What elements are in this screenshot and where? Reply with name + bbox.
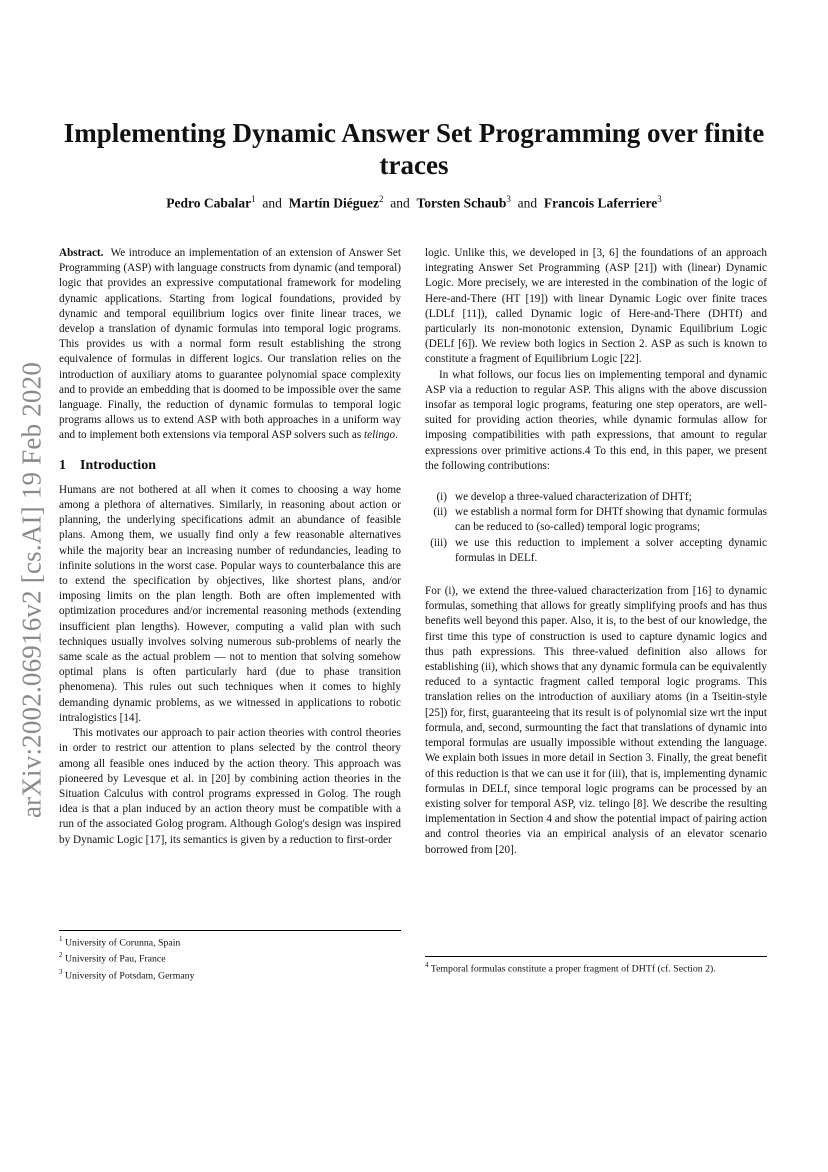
author-separator: and <box>390 195 410 211</box>
footnote-text: Temporal formulas constitute a proper fragment of DHTf (cf. Section 2). <box>430 963 716 975</box>
contribution-text: we use this reduction to implement a solver accepting dynamic formulas in DELf. <box>455 536 767 564</box>
paper-title: Implementing Dynamic Answer Set Programming over finite traces <box>63 118 765 180</box>
abstract <box>59 246 401 444</box>
author-separator: and <box>262 195 282 211</box>
footnote-1 <box>59 933 401 949</box>
footnote-mark: 2 <box>59 951 63 960</box>
footnote-3 <box>59 966 401 982</box>
footnote-2 <box>59 949 401 965</box>
contribution-item <box>425 536 767 566</box>
author-affiliation-mark: 3 <box>506 194 511 204</box>
contribution-item <box>425 505 767 535</box>
contribution-label: (ii) <box>433 506 447 519</box>
contribution-list <box>425 490 767 566</box>
footnote-mark: 1 <box>59 935 63 943</box>
right-column <box>425 246 767 858</box>
intro-paragraph-2: This motivates our approach to pair action theories with control theories in order to restrict our attention to plans selected by the control theory among all feasible ones induced by the action theory. This approach was pioneered by Levesque et al. in [20] by combining action theories in the Situation Calculus with control programs expressed in Golog. The rough idea is that a plan induced by an action theory must be compatible with a run of the associated Golog program. Although Golog's design was inspired by Dynamic Logic [17], its semantics is given by a reduction to first-order <box>59 727 401 846</box>
author-name: Torsten Schaub <box>416 195 507 211</box>
abstract-label: Abstract. <box>59 247 104 259</box>
abstract-telingo: telingo <box>364 429 396 442</box>
author-list <box>60 194 768 212</box>
footnote-rule-left <box>59 930 401 931</box>
right-paragraph-1: logic. Unlike this, we developed in [3, 6] the foundations of an approach integrating Answer Set Programming (ASP [21]) with (linear) Dynamic Logic. More precisely, we are interested in the combination of the logic of Here-and-There (HT [19]) with linear Dynamic Logic over finite traces (LDLf [11]), called Dynamic logic of Here-and-There (DHTf) and particularly its non-monotonic extension, Dynamic Equilibrium Logic (DELf [6]). We review both logics in Section 2. ASP as such is known to constitute a fragment of Equilibrium Logic [22]. <box>425 247 767 366</box>
footnote-mark: 3 <box>59 967 63 976</box>
intro-paragraph-1: Humans are not bothered at all when it comes to choosing a way home among a plethora of alternatives. Similarly, in reasoning about action or planning, the underlying specifications admit an abundance of feasible plans. Among them, we usually find only a few reasonable alternatives while the majority bear an increasing number of redundancies, leading to infinite solutions in the worst case. Popular ways to counterbalance this are to extend the specification by objectives, like shortest plans, and/or imposing limits on the plan length. Both are often implemented with optimization procedures and/or incremental reasoning methods (extending insufficient plan lengths). However, computing a valid plan with such techniques usually involves solving numerous sub-problems of nearly the same scale as the actual problem — not to mention that solving somehow optimal plans is often particularly hard (due to phase transition phenomena). This rules out such techniques when it comes to highly demanding dynamic problems, as we witnessed in applications to robotic intralogistics [14]. <box>59 483 401 724</box>
author-name: Francois Laferriere <box>543 195 658 211</box>
author-affiliation-mark: 3 <box>657 194 662 204</box>
footnote-text: University of Corunna, Spain <box>64 937 181 949</box>
abstract-end: . <box>395 429 398 442</box>
author-affiliation-mark: 1 <box>251 194 256 204</box>
right-paragraph-3: For (i), we extend the three-valued characterization from [16] to dynamic formulas, something that allows for greatly simplifying proofs and has thus benefits well beyond this paper. Also, it is, to the best of our knowledge, the first time this type of construction is used to capture dynamic logics and thus path expressions. This three-valued definition also allows for establishing (ii), which shows that any dynamic formula can be equivalently reduced to a syntactic fragment called temporal logic programs. This translation relies on the introduction of auxiliary atoms (in a Tseitin-style [25]) for, first, guaranteeing that its result is of polynomial size wrt the input formula, and, second, surmounting the fact that translations of dynamic into temporal formulas are usually impossible without extending the language. We explain both issues in more detail in Section 3. Finally, the great benefit of this reduction is that we can use it for (iii), that is, implementing dynamic formulas in DELf, since temporal logic programs can be processed by an existing solver for temporal ASP, viz. telingo [8]. We describe the resulting implementation in Section 4 and show the potential impact of pairing action and control theories via an empirical analysis of an elevator scenario borrowed from [20]. <box>425 585 767 856</box>
author-separator: and <box>517 195 538 211</box>
arxiv-stamp-text: arXiv:2002.06916v2 [cs.AI] 19 Feb 2020 <box>16 361 47 819</box>
author-name: Pedro Cabalar <box>166 195 252 211</box>
footnotes-left <box>59 933 401 982</box>
right-paragraph-2: In what follows, our focus lies on implementing temporal and dynamic ASP via a reduction to regular ASP. This aligns with the above discussion insofar as temporal logic programs, featuring one step operators, are well-suited for providing action theories, while dynamic formulas allow for imposing compatibilities with path expressions, that amount to regular expressions over primitive actions.4 To this end, in this paper, we present the following contributions: <box>425 368 767 472</box>
contribution-label: (i) <box>436 491 447 504</box>
section-title: Introduction <box>80 457 156 473</box>
footnote-rule-right <box>425 956 767 957</box>
contribution-text: we establish a normal form for DHTf showing that dynamic formulas can be reduced to (so-called) temporal logic programs; <box>455 506 767 534</box>
left-column <box>59 246 401 848</box>
author-name: Martín Diéguez <box>288 195 379 211</box>
footnote-text: University of Potsdam, Germany <box>64 969 195 981</box>
contribution-label: (iii) <box>430 536 447 549</box>
author-affiliation-mark: 2 <box>379 194 384 204</box>
abstract-text: We introduce an implementation of an extension of Answer Set Programming (ASP) with language constructs from dynamic (and temporal) logic that provides an expressive computational framework for modeling dynamic applications. Starting from logical foundations, provided by dynamic and temporal equilibrium logics over finite linear traces, we develop a translation of dynamic formulas into temporal logic programs. This provides us with a normal form result establishing the strong equivalence of formulas in different logics. Our translation relies on the introduction of auxiliary atoms to guarantee polynomial space complexity and to provide an embedding that is doomed to be impossible over the same language. Finally, the reduction of dynamic formulas to temporal logic programs allows us to extend ASP with both approaches in a uniform way and to implement both extensions via temporal ASP solvers such as <box>59 247 401 442</box>
arxiv-stamp <box>12 345 52 835</box>
footnote-text: University of Pau, France <box>64 953 166 965</box>
section-heading <box>59 458 401 473</box>
contribution-item <box>425 490 767 505</box>
footnote-mark: 4 <box>425 961 429 969</box>
footnote-4 <box>425 959 767 975</box>
contribution-text: we develop a three-valued characterization of DHTf; <box>455 491 692 504</box>
section-number: 1 <box>59 457 66 473</box>
